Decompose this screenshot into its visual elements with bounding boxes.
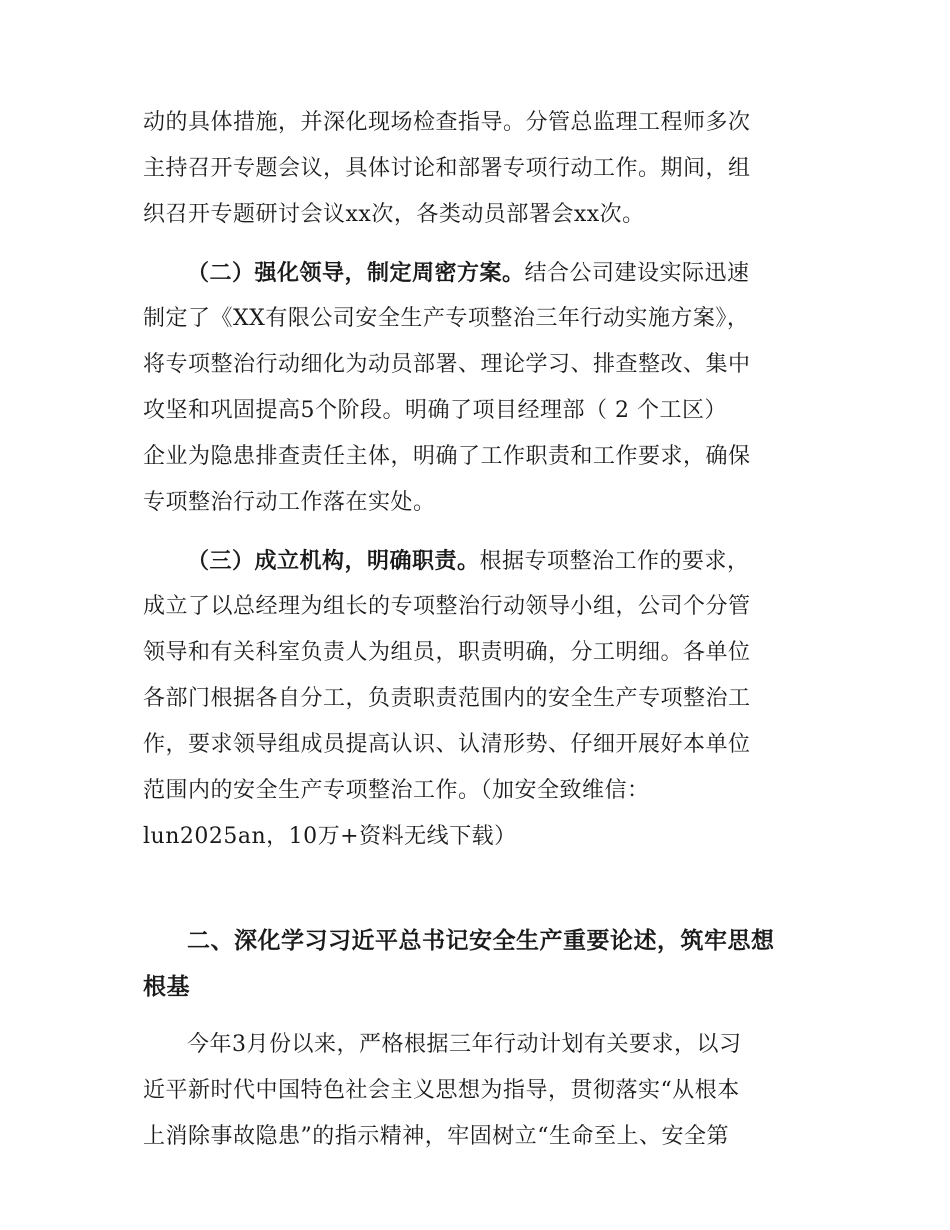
section2-heading [143,918,813,1010]
paragraph-line: 领导和有关科室负责人为组员，职责明确，分工明细。各单位 [143,640,751,665]
paragraph-gap [143,526,813,538]
paragraph-item3 [143,538,813,860]
item-lead-heading: （二）强化领导，制定周密方案。 [187,260,525,286]
paragraph-line: 制定了《XX有限公司安全生产专项整治三年行动实施方案》， [143,306,750,331]
section-gap [143,860,813,918]
paragraph-line: 攻坚和巩固提高5个阶段。明确了项目经理部（ 2 个工区） [143,398,727,423]
paragraph-line: 近平新时代中国特色社会主义思想为指导，贯彻落实“从根本 [143,1078,740,1103]
paragraph-line: 范围内的安全生产专项整治工作。（加安全致维信： [143,778,650,803]
paragraph-line: 企业为隐患排查责任主体，明确了工作职责和工作要求，确保 [143,444,751,469]
paragraph-first-line [143,250,813,296]
paragraph-line: 上消除事故隐患”的指示精神，牢固树立“生命至上、安全第 [143,1124,729,1149]
section-heading-line: 根基 [143,973,190,1000]
paragraph-line: 各部门根据各自分工，负责职责范围内的安全生产专项整治工 [143,686,751,711]
paragraph-gap [143,1010,813,1022]
paragraph-line: 专项整治行动工作落在实处。 [143,490,436,515]
paragraph-line: 将专项整治行动细化为动员部署、理论学习、排查整改、集中 [143,352,751,377]
item-lead-text: 根据专项整治工作的要求， [479,549,750,574]
item-lead-text: 结合公司建设实际迅速 [524,261,750,286]
paragraph-section2 [143,1022,813,1160]
paragraph-line: 成立了以总经理为组长的专项整治行动领导小组，公司个分管 [143,594,751,619]
item-lead-heading: （三）成立机构，明确职责。 [187,548,480,574]
paragraph-line: lun2025an，10万+资料无线下载） [143,824,517,849]
paragraph-line: 织召开专题研讨会议xx次，各类动员部署会xx次。 [143,202,645,227]
paragraph-line: 动的具体措施，并深化现场检查指导。分管总监理工程师多次 [143,110,751,135]
paragraph-first-line [143,538,813,584]
paragraph-first-line: 今年3月份以来，严格根据三年行动计划有关要求，以习 [187,1032,742,1057]
paragraph-line: 主持召开专题会议，具体讨论和部署专项行动工作。期间，组 [143,156,751,181]
paragraph-item2 [143,250,813,526]
paragraph-gap [143,238,813,250]
paragraph-line: 作，要求领导组成员提高认识、认清形势、仔细开展好本单位 [143,732,751,757]
paragraph-section1-continued [143,100,813,238]
document-page [143,100,813,1160]
section-heading-line: 二、深化学习习近平总书记安全生产重要论述，筑牢思想 [187,927,775,954]
